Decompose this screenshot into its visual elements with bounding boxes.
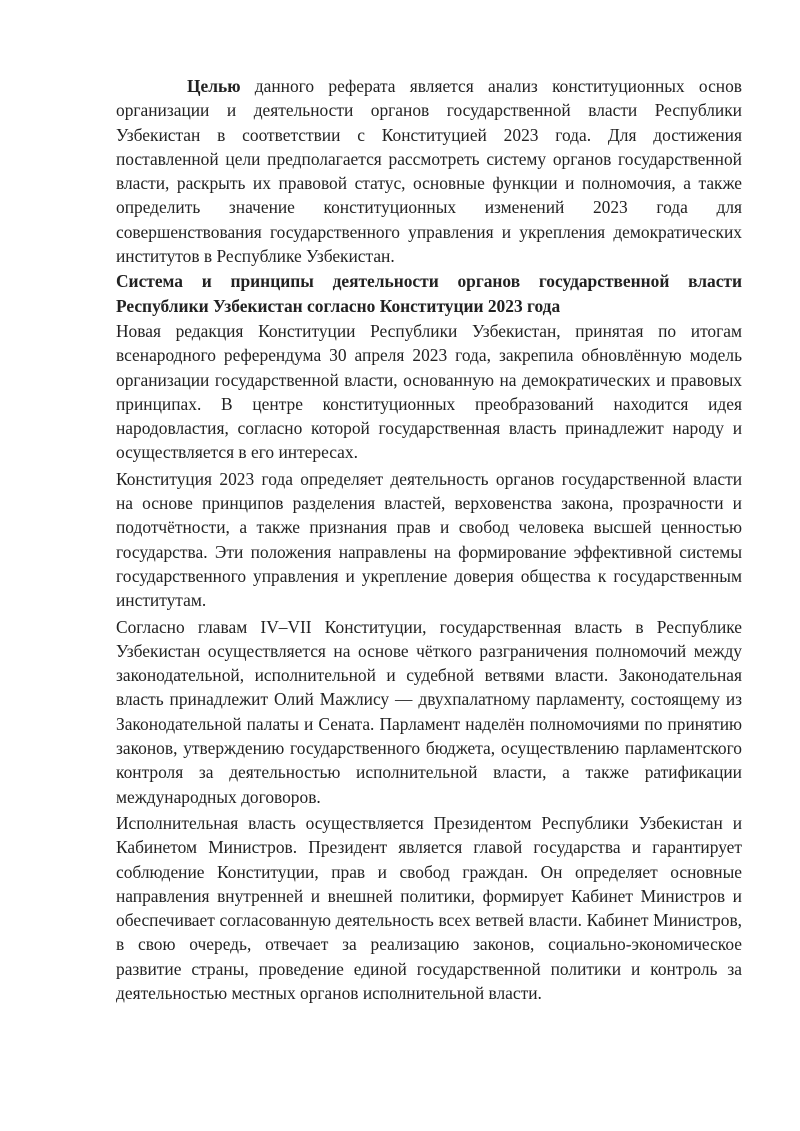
section-heading: Система и принципы деятельности органов государственной власти Республики Узбекистан согласно Конституции 2023 года (116, 271, 742, 316)
intro-paragraph (116, 74, 742, 268)
body-paragraph-2: Конституция 2023 года определяет деятельность органов государственной власти на основе принципов разделения властей, верховенства закона, прозрачности и подотчётности, а также признания прав и свобод человека высшей ценностью государства. Эти положения направлены на формирование эффективной системы государственного управления и укрепление доверия общества к государственным институтам. (116, 468, 742, 611)
intro-text: данного реферата является анализ конституционных основ организации и деятельности органов государственной власти Республики Узбекистан в соответствии с Конституцией 2023 года. Для достижения поставленной цели предполагается рассмотреть систему органов государственной власти, раскрыть их правовой статус, основные функции и полномочия, а также определить значение конституционных изменений 2023 года для совершенствования государственного управления и укрепления демократических институтов в Республике Узбекистан. (116, 76, 742, 267)
body-paragraph-4: Исполнительная власть осуществляется Президентом Республики Узбекистан и Кабинетом Министров. Президент является главой государства и гарантирует соблюдение Конституции, прав и свобод граждан. Он определяет основные направления внутренней и внешней политики, формирует Кабинет Министров и обеспечивает согласованную деятельность всех ветвей власти. Кабинет Министров, в свою очередь, отвечает за реализацию законов, социально-экономическое развитие страны, проведение единой государственной политики и контроль за деятельностью местных органов исполнительной власти. (116, 812, 742, 1003)
document-page (116, 74, 742, 1005)
body-paragraph-3: Согласно главам IV–VII Конституции, государственная власть в Республике Узбекистан осуществляется на основе чёткого разграничения полномочий между законодательной, исполнительной и судебной ветвями власти. Законодательная власть принадлежит Олий Мажлису — двухпалатному парламенту, состоящему из Законодательной палаты и Сената. Парламент наделён полномочиями по принятию законов, утверждению государственного бюджета, осуществлению парламентского контроля за деятельностью исполнительной власти, а также ратификации международных договоров. (116, 616, 742, 807)
intro-lead: Целью (187, 76, 241, 96)
body-paragraph-1: Новая редакция Конституции Республики Узбекистан, принятая по итогам всенародного референдума 30 апреля 2023 года, закрепила обновлённую модель организации государственной власти, основанную на демократических и правовых принципах. В центре конституционных преобразований находится идея народовластия, согласно которой государственная власть принадлежит народу и осуществляется в его интересах. (116, 320, 742, 463)
